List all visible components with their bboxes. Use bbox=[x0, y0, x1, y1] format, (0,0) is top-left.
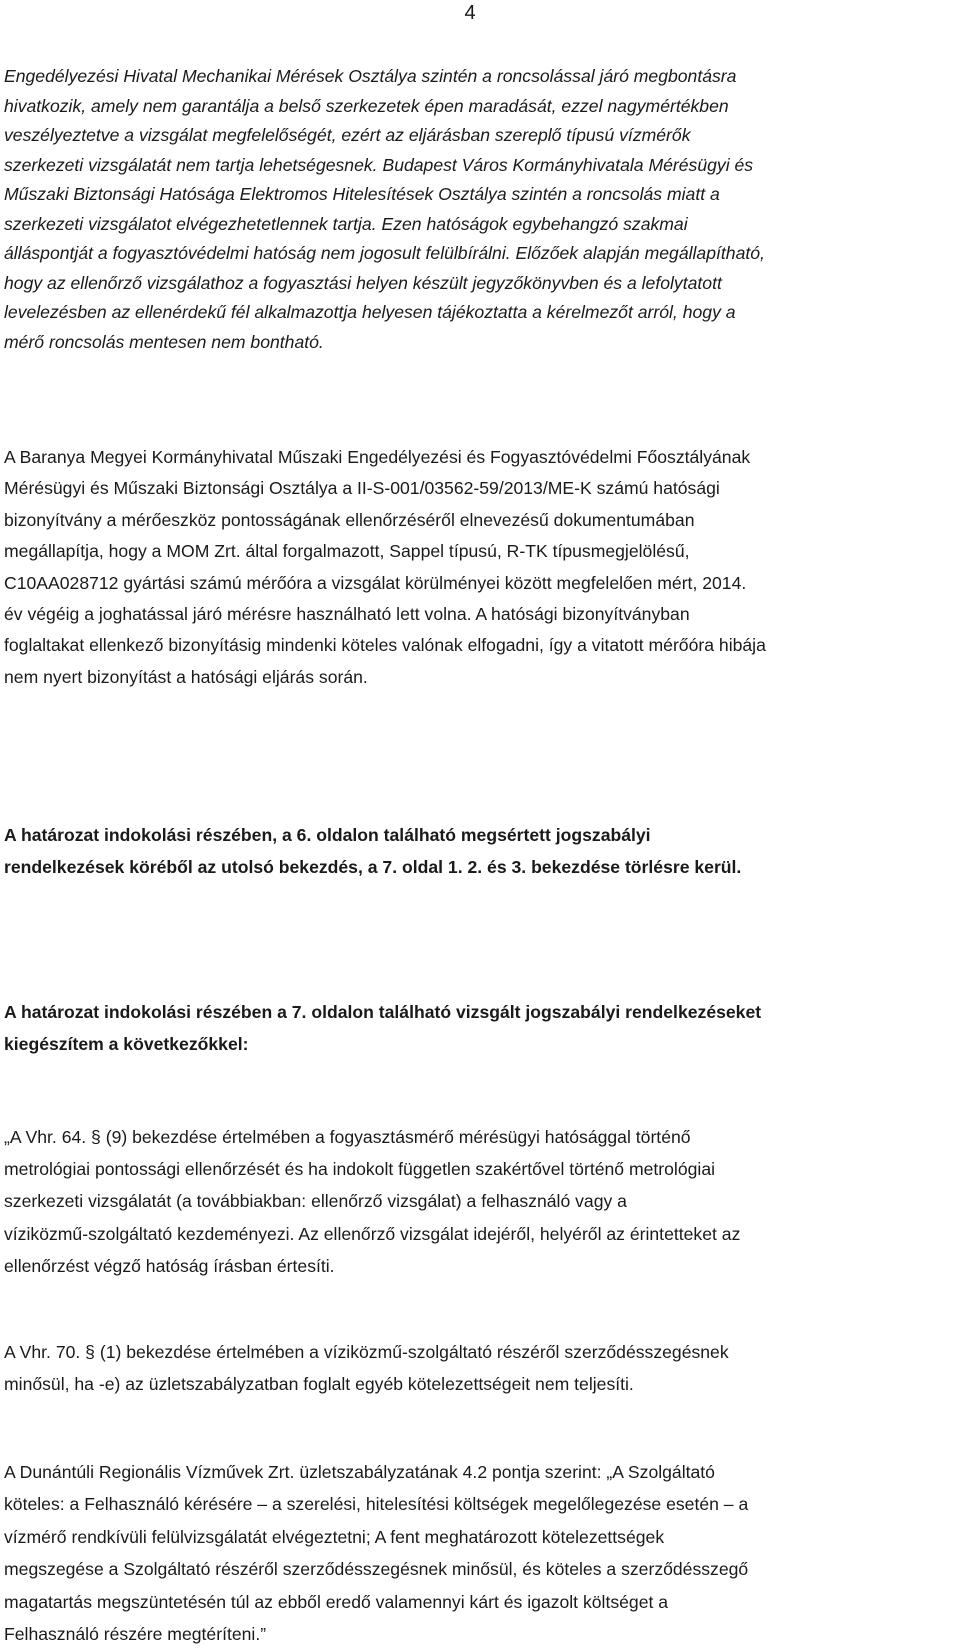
text-line: víziközmű-szolgáltató kezdeményezi. Az ellenőrző vizsgálat idejéről, helyéről az érintetteket az bbox=[4, 1223, 741, 1244]
text-line: foglaltakat ellenkező bizonyításig mindenki köteles valónak elfogadni, így a vitatott mérőóra hibája bbox=[4, 635, 766, 656]
text-line: levelezésben az ellenérdekű fél alkalmazottja helyesen tájékoztatta a kérelmezőt arról, hogy a bbox=[4, 302, 736, 322]
text-line: A Baranya Megyei Kormányhivatal Műszaki Engedélyezési és Fogyasztóvédelmi Főosztályának bbox=[4, 447, 751, 467]
text-line: mérő roncsolás mentesen nem bontható. bbox=[4, 331, 324, 352]
text-line: nem nyert bizonyítást a hatósági eljárás során. bbox=[4, 666, 368, 687]
text-line: Műszaki Biztonsági Hatósága Elektromos Hitelesítések Osztálya szintén a roncsolás miatt a bbox=[4, 184, 720, 204]
text-line: A Dunántúli Regionális Vízművek Zrt. üzletszabályzatának 4.2 pontja szerint: „A Szolgáltató bbox=[4, 1462, 715, 1482]
text-line: álláspontját a fogyasztóvédelmi hatóság nem jogosult felülbírálni. Előzőek alapján megállapítható, bbox=[4, 243, 765, 263]
paragraph-italic-findings bbox=[4, 62, 936, 357]
text-line: kiegészítem a következőkkel: bbox=[4, 1034, 249, 1054]
text-line: Engedélyezési Hivatal Mechanikai Mérések Osztálya szintén a roncsolással járó megbontásra bbox=[4, 66, 737, 86]
text-line: bizonyítvány a mérőeszköz pontosságának ellenőrzéséről elnevezésű dokumentumában bbox=[4, 509, 695, 530]
paragraph-vhr-64 bbox=[4, 1121, 936, 1282]
text-line: év végéig a joghatással járó mérésre használható lett volna. A hatósági bizonyítványban bbox=[4, 604, 690, 625]
text-line: metrológiai pontossági ellenőrzését és ha indokolt független szakértővel történő metrológiai bbox=[4, 1159, 716, 1180]
text-line: szerkezeti vizsgálatát (a továbbiakban: ellenőrző vizsgálat) a felhasználó vagy a bbox=[4, 1191, 627, 1212]
text-line: A határozat indokolási részében, a 6. oldalon található megsértett jogszabályi bbox=[4, 825, 651, 845]
text-line: C10AA028712 gyártási számú mérőóra a vizsgálat körülményei között megfelelően mért, 2014. bbox=[4, 572, 747, 593]
text-line: Mérésügyi és Műszaki Biztonsági Osztálya a II-S-001/03562-59/2013/ME-K számú hatósági bbox=[4, 478, 720, 499]
text-line: rendelkezések köréből az utolsó bekezdés, a 7. oldal 1. 2. és 3. bekezdése törlésre kerül. bbox=[4, 857, 742, 877]
paragraph-business-rules bbox=[4, 1456, 936, 1650]
text-line: veszélyeztetve a vizsgálat megfelelőségét, ezért az eljárásban szereplő típusú vízmérők bbox=[4, 125, 691, 145]
paragraph-bold-supplement bbox=[4, 996, 936, 1060]
text-line: ellenőrzést végző hatóság írásban értesíti. bbox=[4, 1255, 335, 1276]
text-line: A Vhr. 70. § (1) bekezdése értelmében a víziközmű-szolgáltató részéről szerződésszegésnek bbox=[4, 1342, 729, 1362]
paragraph-certificate bbox=[4, 442, 936, 693]
text-line: vízmérő rendkívüli felülvizsgálatát elvégeztetni; A fent meghatározott kötelezettségek bbox=[4, 1526, 665, 1547]
paragraph-bold-deletion bbox=[4, 819, 936, 883]
text-line: magatartás megszüntetésén túl az ebből eredő valamennyi kárt és igazolt költséget a bbox=[4, 1591, 669, 1612]
text-line: A határozat indokolási részében a 7. oldalon található vizsgált jogszabályi rendelkezéseket bbox=[4, 1002, 762, 1022]
text-line: megszegése a Szolgáltató részéről szerződésszegésnek minősül, és köteles a szerződésszegő bbox=[4, 1559, 749, 1580]
paragraph-vhr-70 bbox=[4, 1336, 936, 1400]
page-number: 4 bbox=[464, 2, 476, 24]
text-line: szerkezeti vizsgálatot elvégezhetetlennek tartja. Ezen hatóságok egybehangzó szakmai bbox=[4, 213, 688, 234]
text-line: hivatkozik, amely nem garantálja a belső szerkezetek épen maradását, ezzel nagymértékben bbox=[4, 95, 729, 116]
text-line: Felhasználó részére megtéríteni.” bbox=[4, 1624, 267, 1645]
text-line: megállapítja, hogy a MOM Zrt. által forgalmazott, Sappel típusú, R-TK típusmegjelölésű, bbox=[4, 541, 690, 562]
text-line: hogy az ellenőrző vizsgálathoz a fogyasztási helyen készült jegyzőkönyvben és a lefolytatott bbox=[4, 272, 722, 293]
text-line: „A Vhr. 64. § (9) bekezdése értelmében a fogyasztásmérő mérésügyi hatósággal történő bbox=[4, 1127, 691, 1147]
text-line: minősül, ha -e) az üzletszabályzatban foglalt egyéb kötelezettségeit nem teljesíti. bbox=[4, 1374, 634, 1394]
text-line: szerkezeti vizsgálatát nem tartja lehetségesnek. Budapest Város Kormányhivatala Mérésügyi és bbox=[4, 154, 754, 175]
text-line: köteles: a Felhasználó kérésére – a szerelési, hitelesítési költségek megelőlegezése esetén – a bbox=[4, 1494, 749, 1515]
